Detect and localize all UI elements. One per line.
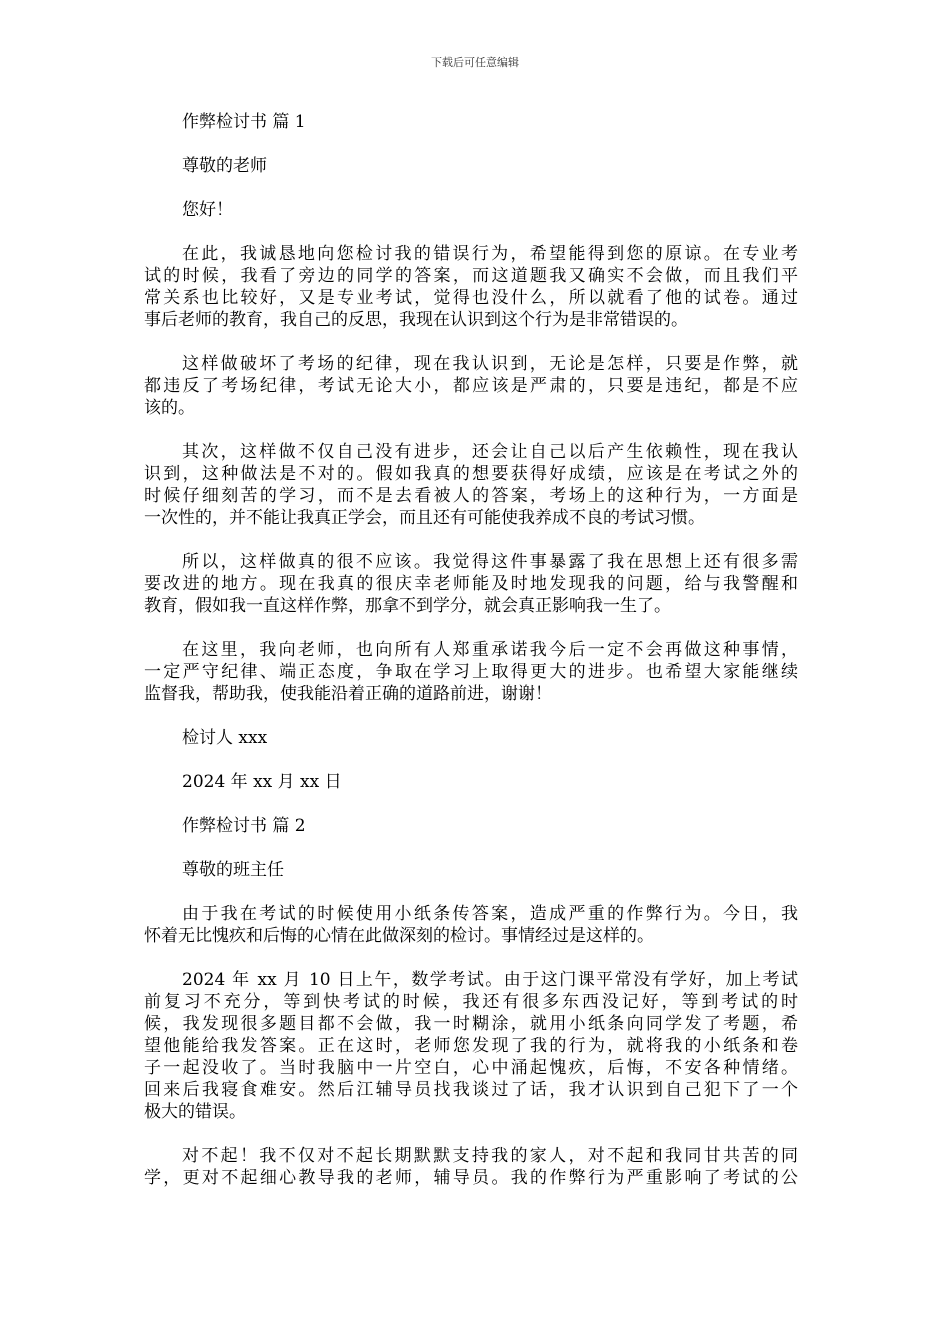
letter2-paragraph <box>144 903 798 947</box>
letter1-paragraph <box>144 639 798 705</box>
text-line: 所以，这样做真的很不应该。我觉得这件事暴露了我在思想上还有很多需 <box>182 552 798 572</box>
text-line: 一定严守纪律、端正态度，争取在学习上取得更大的进步。也希望大家能继续 <box>144 662 798 682</box>
letter2-salutation: 尊敬的班主任 <box>182 860 284 880</box>
text-line: 学，更对不起细心教导我的老师，辅导员。我的作弊行为严重影响了考试的公 <box>144 1168 798 1188</box>
letter2-paragraph <box>144 1145 798 1189</box>
letter1-paragraph <box>144 353 798 419</box>
text-line: 极大的错误。 <box>144 1102 246 1122</box>
text-line: 要改进的地方。现在我真的很庆幸老师能及时地发现我的问题，给与我警醒和 <box>144 574 798 594</box>
text-line: 由于我在考试的时候使用小纸条传答案，造成严重的作弊行为。今日，我 <box>182 904 798 924</box>
text-line: 试的时候，我看了旁边的同学的答案，而这道题我又确实不会做，而且我们平 <box>144 266 798 286</box>
text-line: 在这里，我向老师，也向所有人郑重承诺我今后一定不会再做这种事情， <box>182 640 798 660</box>
letter1-greeting: 您好！ <box>182 200 233 220</box>
text-line: 这样做破坏了考场的纪律，现在我认识到，无论是怎样，只要是作弊，就 <box>182 354 798 374</box>
text-line: 子一起没收了。当时我脑中一片空白，心中涌起愧疚，后悔，不安各种情绪。 <box>144 1058 798 1078</box>
letter1-signature: 检讨人 xxx <box>182 728 268 748</box>
letter1-paragraph <box>144 551 798 617</box>
letter2-title: 作弊检讨书 篇 2 <box>182 816 306 836</box>
text-line: 都违反了考场纪律，考试无论大小，都应该是严肃的，只要是违纪，都是不应 <box>144 376 798 396</box>
letter1-title: 作弊检讨书 篇 1 <box>182 112 306 132</box>
page-header: 下载后可任意编辑 <box>431 56 519 69</box>
text-line: 时候仔细刻苦的学习，而不是去看被人的答案，考场上的这种行为，一方面是 <box>144 486 798 506</box>
text-line: 前复习不充分，等到快考试的时候，我还有很多东西没记好，等到考试的时 <box>144 992 798 1012</box>
letter1-paragraph <box>144 243 798 331</box>
text-line: 望他能给我发答案。正在这时，老师您发现了我的行为，就将我的小纸条和卷 <box>144 1036 798 1056</box>
text-line: 常关系也比较好，又是专业考试，觉得也没什么，所以就看了他的试卷。通过 <box>144 288 798 308</box>
text-line: 候，我发现很多题目都不会做，我一时糊涂，就用小纸条向同学发了考题，希 <box>144 1014 798 1034</box>
text-line: 2024 年 xx 月 10 日上午，数学考试。由于这门课平常没有学好，加上考试 <box>182 970 798 990</box>
letter1-paragraph <box>144 441 798 529</box>
letter2-paragraph <box>144 969 798 1123</box>
text-line: 该的。 <box>144 398 195 418</box>
text-line: 回来后我寝食难安。然后江辅导员找我谈过了话，我才认识到自己犯下了一个 <box>144 1080 798 1100</box>
text-line: 识到，这种做法是不对的。假如我真的想要获得好成绩，应该是在考试之外的 <box>144 464 798 484</box>
text-line: 一次性的，并不能让我真正学会，而且还有可能使我养成不良的考试习惯。 <box>144 508 705 528</box>
document-body <box>144 111 798 1211</box>
letter1-salutation: 尊敬的老师 <box>182 156 267 176</box>
text-line: 其次，这样做不仅自己没有进步，还会让自己以后产生依赖性，现在我认 <box>182 442 798 462</box>
text-line: 在此，我诚恳地向您检讨我的错误行为，希望能得到您的原谅。在专业考 <box>182 244 798 264</box>
text-line: 事后老师的教育，我自己的反思，我现在认识到这个行为是非常错误的。 <box>144 310 688 330</box>
text-line: 对不起！我不仅对不起长期默默支持我的家人，对不起和我同甘共苦的同 <box>182 1146 798 1166</box>
text-line: 监督我，帮助我，使我能沿着正确的道路前进，谢谢！ <box>144 684 552 704</box>
letter1-date: 2024 年 xx 月 xx 日 <box>182 772 342 792</box>
text-line: 教育，假如我一直这样作弊，那拿不到学分，就会真正影响我一生了。 <box>144 596 671 616</box>
text-line: 怀着无比愧疚和后悔的心情在此做深刻的检讨。事情经过是这样的。 <box>144 926 654 946</box>
